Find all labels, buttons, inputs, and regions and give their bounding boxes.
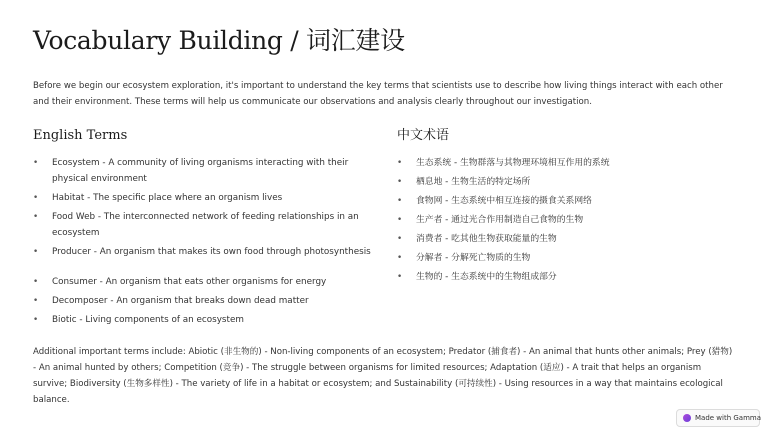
list-item: • Ecosystem - A community of living organisms interacting with their physical environment: [33, 155, 378, 187]
chinese-terms-heading: 中文术语: [397, 128, 450, 143]
gamma-logo-icon: [683, 414, 691, 422]
list-item: • Producer - An organism that makes its own food through photosynthesis: [33, 244, 378, 260]
list-item: • 生产者 - 通过光合作用制造自己食物的生物: [397, 212, 737, 228]
page-title: Vocabulary Building / 词汇建设: [33, 26, 405, 55]
list-item: • Habitat - The specific place where an organism lives: [33, 190, 378, 206]
list-item: • Consumer - An organism that eats other organisms for energy: [33, 274, 378, 290]
list-item: • 生物的 - 生态系统中的生物组成部分: [397, 269, 737, 285]
list-item: • 栖息地 - 生物生活的特定场所: [397, 174, 737, 190]
made-with-gamma-badge[interactable]: [676, 409, 760, 427]
list-item: • 消费者 - 吃其他生物获取能量的生物: [397, 231, 737, 247]
badge-label: Made with Gamma: [695, 414, 762, 422]
list-item: • Food Web - The interconnected network of feeding relationships in an ecosystem: [33, 209, 378, 241]
list-item: • Biotic - Living components of an ecosystem: [33, 312, 378, 328]
list-item: • Decomposer - An organism that breaks down dead matter: [33, 293, 378, 309]
english-terms-list: [33, 155, 378, 331]
additional-terms-paragraph: Additional important terms include: Abiotic (非生物的) - Non-living components of an ecosystem; Predator (捕食者) - An animal that hunts other animals; Prey (猎物) - An animal hunted by others; Competition (竞争) - The struggle between organisms for limited resources; Adaptation (适应) - A trait that helps an organism survive; Biodiversity (生物多样性) - The variety of life in a habitat or ecosystem; and Sustainability (可持续性) - Using resources in a way that maintains ecological balance.: [33, 347, 733, 405]
list-item: • 生态系统 - 生物群落与其物理环境相互作用的系统: [397, 155, 737, 171]
chinese-terms-list: [397, 155, 737, 288]
list-item: • 分解者 - 分解死亡物质的生物: [397, 250, 737, 266]
list-item: • 食物网 - 生态系统中相互连接的摄食关系网络: [397, 193, 737, 209]
english-terms-heading: English Terms: [33, 128, 128, 143]
intro-paragraph: Before we begin our ecosystem exploration, it's important to understand the key terms that scientists use to describe how living things interact with each other and their environment. These terms will help us communicate our observations and analysis clearly throughout our investigation.: [33, 81, 723, 107]
